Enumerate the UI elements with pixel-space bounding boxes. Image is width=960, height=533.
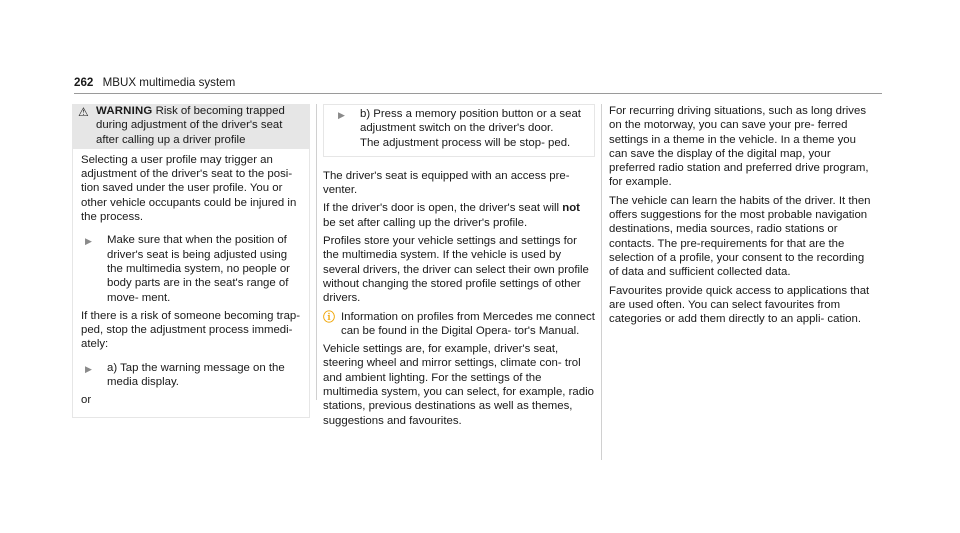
header-rule	[74, 93, 882, 94]
info-icon: ⓘ	[323, 309, 336, 324]
paragraph-door-open: If the driver's door is open, the driver's seat will not be set after calling up the driver's profile.	[323, 202, 580, 229]
paragraph-themes: For recurring driving situations, such as long drives on the motorway, you can save your pre- ferred settings in a theme in the vehicle. In a theme you can save the display of the digital map, your preferred radio station and preferred drive program, for example.	[609, 105, 869, 189]
warning-label: WARNING	[96, 105, 153, 117]
paragraph-favourites: Favourites provide quick access to applications that are used often. You can select favourites from categories or add them directly to an appli- cation.	[609, 284, 870, 326]
arrow-right-icon: ▶	[85, 236, 92, 247]
warning-continuation	[323, 104, 595, 157]
column-divider	[316, 104, 317, 400]
arrow-right-icon: ▶	[338, 110, 345, 120]
warning-triangle-icon: ⚠	[78, 105, 89, 119]
info-text: Information on profiles from Mercedes me connect can be found in the Digital Opera- tor's Manual.	[341, 310, 595, 337]
warning-title-1: Risk of becoming trapped	[152, 105, 285, 117]
column-3	[609, 104, 871, 330]
column-divider	[601, 104, 602, 460]
bullet-text: b) Press a memory position button or a seat adjustment switch on the driver's door.	[360, 108, 581, 135]
paragraph-habits: The vehicle can learn the habits of the driver. It then offers suggestions for the most probable navigation destinations, media sources, radio stations or contacts. The pre-requirements for that are the selection of a profile, your consent to the recording of data and sufficient collected data.	[609, 194, 871, 279]
or-text: or	[81, 394, 92, 407]
bullet-note: The adjustment process will be stop- ped.	[360, 136, 571, 149]
warning-title-3: after calling up a driver profile	[96, 133, 246, 146]
warning-text-2: If there is a risk of someone becoming trap- ped, stop the adjustment process immedi- ately:	[81, 309, 301, 351]
warning-header	[72, 104, 310, 149]
paragraph-profiles: Profiles store your vehicle settings and settings for the multimedia system. If the vehicle is used by several drivers, the driver can select their own profile without changing the stored profile settings of other drivers.	[323, 235, 589, 305]
bullet-text: a) Tap the warning message on the media display.	[107, 361, 285, 389]
page-number: 262	[74, 76, 94, 89]
warning-bullet-2	[81, 361, 301, 390]
bullet-text: Make sure that when the position of driver's seat is being adjusted using the multimedia system, no people or body parts are in the seat's range of move- ment.	[107, 234, 290, 304]
warning-bullet-1	[81, 233, 301, 304]
warning-title-2: during adjustment of the driver's seat	[96, 119, 283, 132]
bullet-b	[334, 107, 594, 150]
arrow-right-icon: ▶	[85, 363, 92, 374]
column-2	[323, 104, 595, 432]
page-header	[74, 76, 235, 90]
warning-body	[72, 149, 310, 418]
paragraph-access-preventer: The driver's seat is equipped with an access pre- venter.	[323, 169, 570, 197]
warning-text: Selecting a user profile may trigger an adjustment of the driver's seat to the posi- tion saved under the user profile. You or other vehicle occupants could be injured in the process.	[81, 153, 297, 224]
paragraph-vehicle-settings: Vehicle settings are, for example, driver's seat, steering wheel and mirror settings, climate con- trol and ambient lighting. For the settings of the multimedia system, you can select, for example, radio stations, previous destinations as well as themes, suggestions and favourites.	[323, 343, 594, 427]
info-note	[323, 310, 595, 339]
section-title: MBUX multimedia system	[102, 76, 236, 89]
column-1	[74, 104, 310, 418]
